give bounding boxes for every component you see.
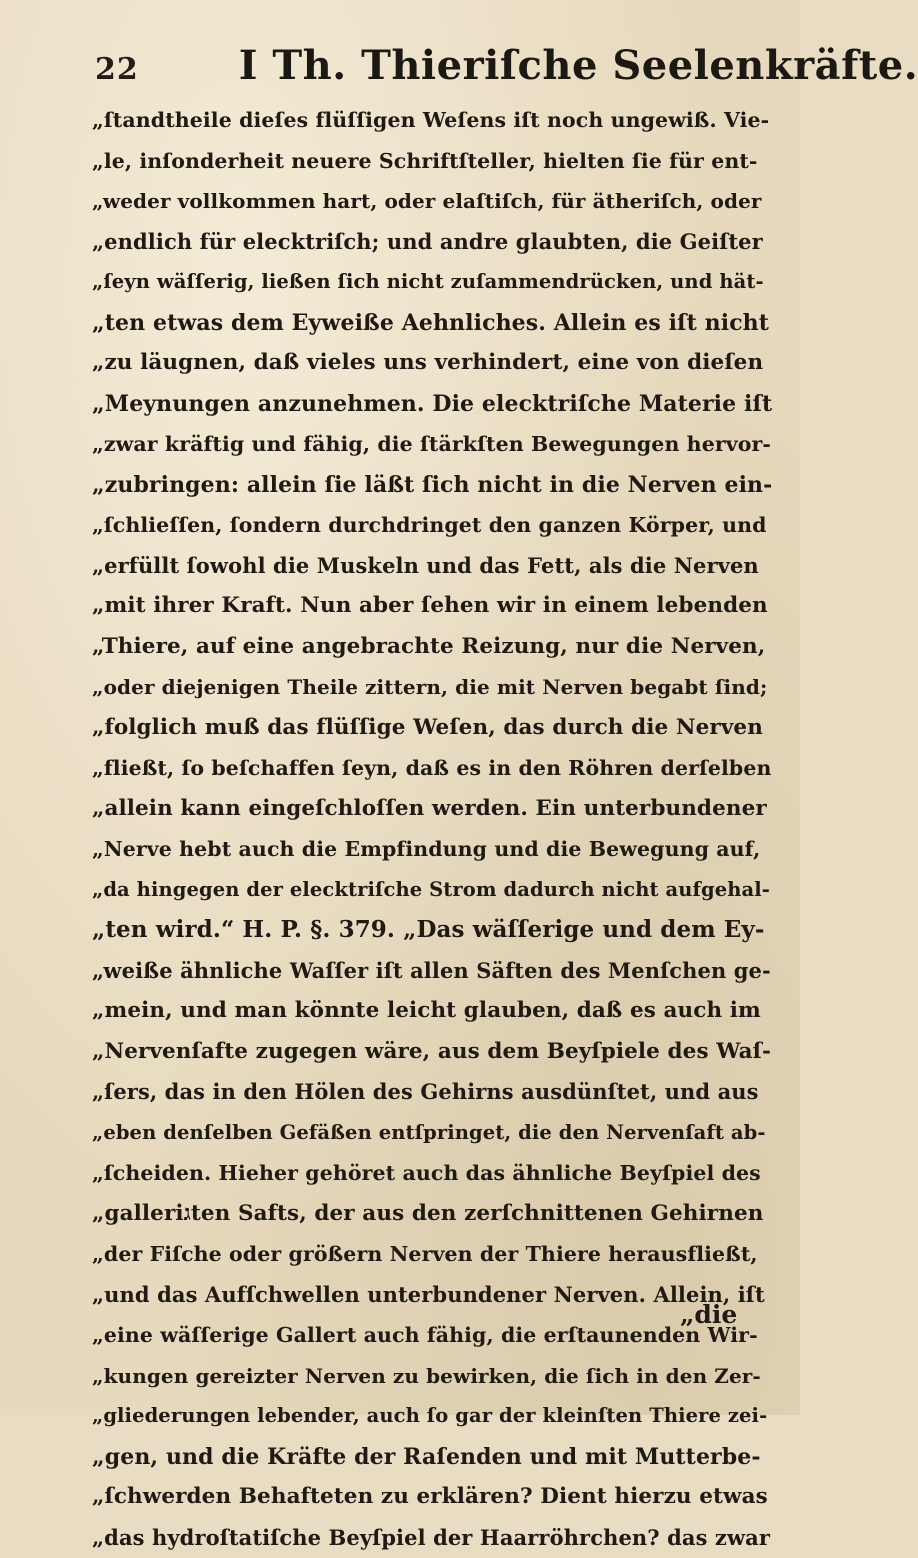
text-line: „der Fiſche oder größern Nerven der Thiere herausfließt, <box>92 1234 772 1275</box>
text-line: „galleriגten Safts, der aus den zerſchnittenen Gehirnen <box>92 1194 772 1235</box>
body-text <box>92 100 772 1558</box>
text-line: „da hingegen der elecktriſche Strom dadurch nicht aufgehal- <box>92 870 772 911</box>
text-line: „eine wäſſerige Gallert auch fähig, die erſtaunenden Wir- <box>92 1315 772 1356</box>
text-line: „Meynungen anzunehmen. Die elecktriſche Materie iſt <box>92 384 772 425</box>
text-line: „Thiere, auf eine angebrachte Reizung, nur die Nerven, <box>92 627 772 668</box>
text-line: „ſcheiden. Hieher gehöret auch das ähnliche Beyſpiel des <box>92 1153 772 1194</box>
text-line: „ten etwas dem Eyweiße Aehnliches. Allein es iſt nicht <box>92 303 772 344</box>
text-line: „zwar kräftig und fähig, die ſtärkſten Bewegungen hervor- <box>92 424 772 465</box>
text-line: „gliederungen lebender, auch ſo gar der kleinſten Thiere zei- <box>92 1396 772 1437</box>
text-line: „mit ihrer Kraft. Nun aber ſehen wir in einem lebenden <box>92 586 772 627</box>
page-header <box>95 42 735 92</box>
text-line: „le, inſonderheit neuere Schriftſteller, hielten ſie für ent- <box>92 141 772 182</box>
page-number: 22 <box>95 52 139 87</box>
text-line: „Nervenſafte zugegen wäre, aus dem Beyſpiele des Waſ- <box>92 1032 772 1073</box>
text-line: „fließt, ſo beſchaffen ſeyn, daß es in den Röhren derſelben <box>92 748 772 789</box>
text-line: „endlich für elecktriſch; und andre glaubten, die Geiſter <box>92 222 772 263</box>
text-line: „allein kann eingeſchloſſen werden. Ein unterbundener <box>92 789 772 830</box>
text-line: „das hydroſtatiſche Beyſpiel der Haarröhrchen? das zwar <box>92 1518 772 1558</box>
text-line: „ten wird.“ H. P. §. 379. „Das wäſſerige und dem Ey- <box>92 910 772 951</box>
text-line: „weder vollkommen hart, oder elaſtiſch, für ätheriſch, oder <box>92 181 772 222</box>
text-line: „ſers, das in den Hölen des Gehirns ausdünſtet, und aus <box>92 1072 772 1113</box>
text-line: „kungen gereizter Nerven zu bewirken, die ſich in den Zer- <box>92 1356 772 1397</box>
text-line: „ſchlieſſen, ſondern durchdringet den ganzen Körper, und <box>92 505 772 546</box>
text-line: „zubringen: allein ſie läßt ſich nicht in die Nerven ein- <box>92 465 772 506</box>
text-line: „oder diejenigen Theile zittern, die mit Nerven begabt ſind; <box>92 667 772 708</box>
text-line: „ſchwerden Behafteten zu erklären? Dient hierzu etwas <box>92 1477 772 1518</box>
text-line: „erfüllt ſowohl die Muskeln und das Fett, als die Nerven <box>92 546 772 587</box>
text-line: „Nerve hebt auch die Empfindung und die Bewegung auf, <box>92 829 772 870</box>
text-line: „ſeyn wäſſerig, ließen ſich nicht zuſammendrücken, und hät- <box>92 262 772 303</box>
text-line: „zu läugnen, daß vieles uns verhindert, eine von dieſen <box>92 343 772 384</box>
text-line: „eben denſelben Gefäßen entſpringet, die den Nervenſaft ab- <box>92 1113 772 1154</box>
text-line: „folglich muß das flüſſige Weſen, das durch die Nerven <box>92 708 772 749</box>
text-line: „ſtandtheile dieſes flüſſigen Weſens iſt noch ungewiß. Vie- <box>92 100 772 141</box>
text-line: „mein, und man könnte leicht glauben, daß es auch im <box>92 991 772 1032</box>
running-title: I Th. Thieriſche Seelenkräfte. <box>239 42 918 89</box>
text-line: „und das Aufſchwellen unterbundener Nerven. Allein, iſt <box>92 1275 772 1316</box>
text-line: „gen, und die Kräfte der Raſenden und mit Mutterbe- <box>92 1437 772 1478</box>
text-line: „weiße ähnliche Waſſer iſt allen Säften des Menſchen ge- <box>92 951 772 992</box>
catchword: „die <box>680 1295 737 1335</box>
